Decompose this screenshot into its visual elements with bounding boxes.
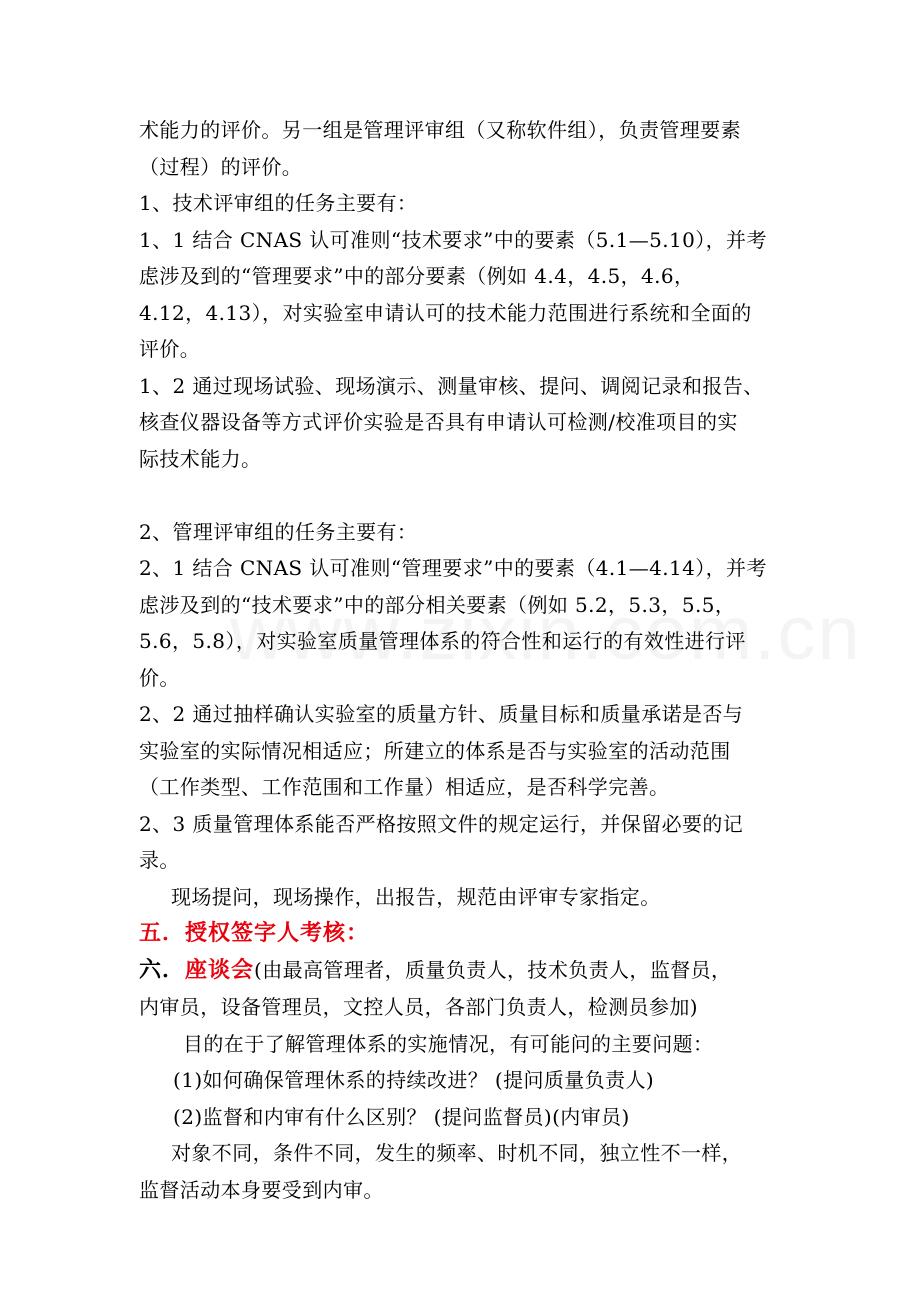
paragraph-line: 核查仪器设备等方式评价实验是否具有申请认可检测/校准项目的实 [139,410,738,434]
section-6-participants: (由最高管理者，质量负责人，技术负责人，监督员， [254,958,732,982]
paragraph-line: 4.12，4.13），对实验室申请认可的技术能力范围进行系统和全面的 [139,300,752,325]
paragraph-line: 价。 [139,665,180,690]
paragraph-line: 术能力的评价。另一组是管理评审组（又称软件组），负责管理要素 [139,118,741,142]
answer-line: 监督活动本身要受到内审。 [139,1177,384,1202]
section-6-purpose: 目的在于了解管理体系的实施情况，有可能问的主要问题： [183,1031,714,1056]
item-heading-2: 2、管理评审组的任务主要有： [139,519,418,544]
item-heading-1: 1、技术评审组的任务主要有： [139,191,418,215]
paragraph-line: 录。 [139,848,180,872]
paragraph-line: 2、2 通过抽样确认实验室的质量方针、质量目标和质量承诺是否与 [139,702,744,726]
paragraph-line: 评价。 [139,337,201,361]
document-body [139,112,799,1208]
section-5-heading: 五．授权签字人考核： [139,920,370,946]
section-6-participants-cont: 内审员，设备管理员，文控人员，各部门负责人，检测员参加) [139,995,699,1019]
paragraph-line: 际技术能力。 [139,446,262,471]
paragraph-line: 2、3 质量管理体系能否严格按照文件的规定运行，并保留必要的记 [139,811,744,836]
paragraph-line: 1、2 通过现场试验、现场演示、测量审核、提问、调阅记录和报告、 [139,373,764,398]
blank-line [139,477,799,514]
section-6-number: 六． [139,957,186,983]
answer-line: 对象不同，条件不同，发生的频率、时机不同，独立性不一样， [171,1141,743,1165]
paragraph-line: 实验室的实际情况相适应；所建立的体系是否与实验室的活动范围 [139,738,731,763]
section-6-heading [139,952,799,989]
paragraph-line: （过程）的评价。 [139,154,303,179]
paragraph-line: 现场提问，现场操作，出报告，规范由评审专家指定。 [171,884,661,909]
paragraph-line: 2、1 结合 CNAS 认可准则“管理要求”中的要素（4.1—4.14），并考 [139,556,767,580]
question-2: (2)监督和内审有什么区别？ (提问监督员)(内审员) [173,1104,630,1129]
paragraph-line: 1、1 结合 CNAS 认可准则“技术要求”中的要素（5.1—5.10），并考 [139,227,767,252]
paragraph-line: 虑涉及到的“技术要求”中的部分相关要素（例如 5.2，5.3，5.5， [139,592,736,617]
section-6-title: 座谈会 [185,957,255,983]
question-1: (1)如何确保管理休系的持续改进？ (提问质量负责人) [173,1068,655,1092]
paragraph-line: 5.6，5.8），对实验室质量管理体系的符合性和运行的有效性进行评 [139,629,746,653]
paragraph-line: （工作类型、工作范围和工作量）相适应，是否科学完善。 [139,775,670,799]
paragraph-line: 虑涉及到的“管理要求”中的部分要素（例如 4.4，4.5，4.6， [139,264,695,288]
